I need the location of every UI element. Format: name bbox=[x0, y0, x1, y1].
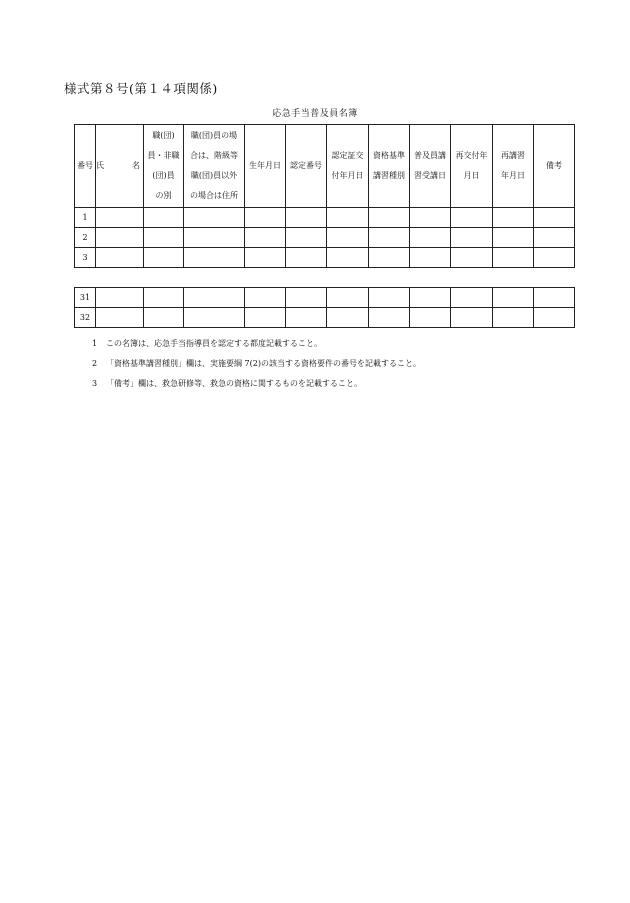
entry-cell[interactable] bbox=[493, 288, 534, 308]
entry-cell[interactable] bbox=[410, 288, 451, 308]
entry-cell[interactable] bbox=[144, 228, 184, 248]
column-header-line: 氏 名 bbox=[96, 161, 150, 170]
entry-cell[interactable] bbox=[286, 228, 327, 248]
column-header bbox=[184, 125, 245, 208]
column-header-line: 資格基準 bbox=[373, 151, 405, 160]
row-number: 2 bbox=[75, 228, 96, 248]
entry-cell[interactable] bbox=[96, 308, 144, 328]
entry-cell[interactable] bbox=[245, 228, 286, 248]
entry-cell[interactable] bbox=[534, 208, 575, 228]
note-number: 3 bbox=[92, 379, 98, 388]
column-header-line: 合は、階級等 bbox=[190, 151, 238, 160]
table-row bbox=[75, 208, 575, 228]
entry-cell[interactable] bbox=[245, 308, 286, 328]
entry-cell[interactable] bbox=[96, 208, 144, 228]
entry-cell[interactable] bbox=[327, 308, 369, 328]
entry-cell[interactable] bbox=[369, 288, 410, 308]
entry-cell[interactable] bbox=[410, 308, 451, 328]
entry-cell[interactable] bbox=[96, 248, 144, 268]
table-row bbox=[75, 308, 575, 328]
entry-cell[interactable] bbox=[184, 208, 245, 228]
entry-cell[interactable] bbox=[245, 248, 286, 268]
entry-cell[interactable] bbox=[369, 248, 410, 268]
column-header-line: 職(団)員の場 bbox=[190, 131, 238, 140]
entry-cell[interactable] bbox=[493, 248, 534, 268]
column-header bbox=[327, 125, 369, 208]
column-header-line: 年月日 bbox=[501, 171, 525, 180]
column-header bbox=[245, 125, 286, 208]
entry-cell[interactable] bbox=[184, 248, 245, 268]
column-header-line: 再講習 bbox=[501, 151, 525, 160]
entry-cell[interactable] bbox=[493, 228, 534, 248]
entry-cell[interactable] bbox=[96, 288, 144, 308]
column-header bbox=[286, 125, 327, 208]
column-header-line: 月日 bbox=[463, 171, 480, 180]
entry-cell[interactable] bbox=[451, 248, 493, 268]
column-header bbox=[369, 125, 410, 208]
note-item bbox=[92, 334, 421, 354]
column-header-line: 認定証交 bbox=[331, 151, 364, 160]
row-number: 1 bbox=[75, 208, 96, 228]
column-header bbox=[75, 125, 96, 208]
row-number: 31 bbox=[75, 288, 96, 308]
column-header-line: 職(団) bbox=[152, 131, 175, 140]
column-header-line: 員・非職 bbox=[147, 151, 180, 160]
register-table-lower bbox=[74, 287, 575, 328]
column-header bbox=[534, 125, 575, 208]
entry-cell[interactable] bbox=[451, 208, 493, 228]
entry-cell[interactable] bbox=[410, 228, 451, 248]
entry-cell[interactable] bbox=[534, 308, 575, 328]
entry-cell[interactable] bbox=[327, 248, 369, 268]
entry-cell[interactable] bbox=[327, 228, 369, 248]
entry-cell[interactable] bbox=[327, 288, 369, 308]
entry-cell[interactable] bbox=[493, 308, 534, 328]
column-header-line: 認定番号 bbox=[290, 161, 322, 170]
entry-cell[interactable] bbox=[369, 208, 410, 228]
entry-cell[interactable] bbox=[144, 208, 184, 228]
header-row bbox=[75, 125, 575, 208]
register-title: 応急手当普及員名簿 bbox=[272, 109, 358, 119]
entry-cell[interactable] bbox=[493, 208, 534, 228]
column-header-line: 備考 bbox=[546, 161, 562, 170]
column-header-line: 再交付年 bbox=[455, 151, 488, 160]
row-number: 3 bbox=[75, 248, 96, 268]
table-row bbox=[75, 248, 575, 268]
column-header-line: 職(団)員以外 bbox=[190, 171, 238, 180]
column-header bbox=[493, 125, 534, 208]
entry-cell[interactable] bbox=[369, 308, 410, 328]
note-text: 「資格基準講習種別」欄は、実施要綱 7(2)の該当する資格要件の番号を記載すること。 bbox=[106, 359, 421, 368]
entry-cell[interactable] bbox=[369, 228, 410, 248]
entry-cell[interactable] bbox=[451, 288, 493, 308]
entry-cell[interactable] bbox=[286, 248, 327, 268]
entry-cell[interactable] bbox=[184, 308, 245, 328]
register-table-upper bbox=[74, 124, 575, 268]
notes-list bbox=[92, 334, 421, 394]
entry-cell[interactable] bbox=[410, 208, 451, 228]
entry-cell[interactable] bbox=[534, 248, 575, 268]
note-text: この名簿は、応急手当指導員を認定する都度記載すること。 bbox=[106, 339, 322, 348]
entry-cell[interactable] bbox=[184, 228, 245, 248]
column-header-line: 番号 bbox=[77, 161, 93, 170]
entry-cell[interactable] bbox=[96, 228, 144, 248]
entry-cell[interactable] bbox=[410, 248, 451, 268]
note-item bbox=[92, 374, 421, 394]
column-header-line: 生年月日 bbox=[249, 161, 281, 170]
column-header bbox=[451, 125, 493, 208]
entry-cell[interactable] bbox=[327, 208, 369, 228]
column-header-line: 習受講日 bbox=[414, 171, 446, 180]
row-number: 32 bbox=[75, 308, 96, 328]
note-item bbox=[92, 354, 421, 374]
entry-cell[interactable] bbox=[245, 208, 286, 228]
entry-cell[interactable] bbox=[451, 228, 493, 248]
entry-cell[interactable] bbox=[286, 288, 327, 308]
entry-cell[interactable] bbox=[245, 288, 286, 308]
column-header-line: の場合は住所 bbox=[190, 191, 238, 200]
column-header-line: の別 bbox=[155, 191, 172, 200]
entry-cell[interactable] bbox=[184, 288, 245, 308]
entry-cell[interactable] bbox=[286, 208, 327, 228]
form-number: 様式第８号(第１４項関係) bbox=[64, 81, 218, 96]
entry-cell[interactable] bbox=[534, 288, 575, 308]
entry-cell[interactable] bbox=[534, 228, 575, 248]
table-row bbox=[75, 288, 575, 308]
entry-cell[interactable] bbox=[144, 248, 184, 268]
entry-cell[interactable] bbox=[451, 308, 493, 328]
column-header bbox=[410, 125, 451, 208]
note-number: 1 bbox=[92, 339, 98, 348]
column-header-line: 講習種別 bbox=[373, 171, 405, 180]
note-text: 「備考」欄は、救急研修等、救急の資格に関するものを記載すること。 bbox=[106, 379, 362, 388]
note-number: 2 bbox=[92, 359, 98, 368]
entry-cell[interactable] bbox=[144, 288, 184, 308]
column-header-line: 普及員講 bbox=[414, 151, 446, 160]
table-row bbox=[75, 228, 575, 248]
column-header-line: (団)員 bbox=[152, 171, 175, 180]
entry-cell[interactable] bbox=[144, 308, 184, 328]
column-header bbox=[96, 125, 150, 208]
entry-cell[interactable] bbox=[286, 308, 327, 328]
column-header-line: 付年月日 bbox=[331, 171, 364, 180]
